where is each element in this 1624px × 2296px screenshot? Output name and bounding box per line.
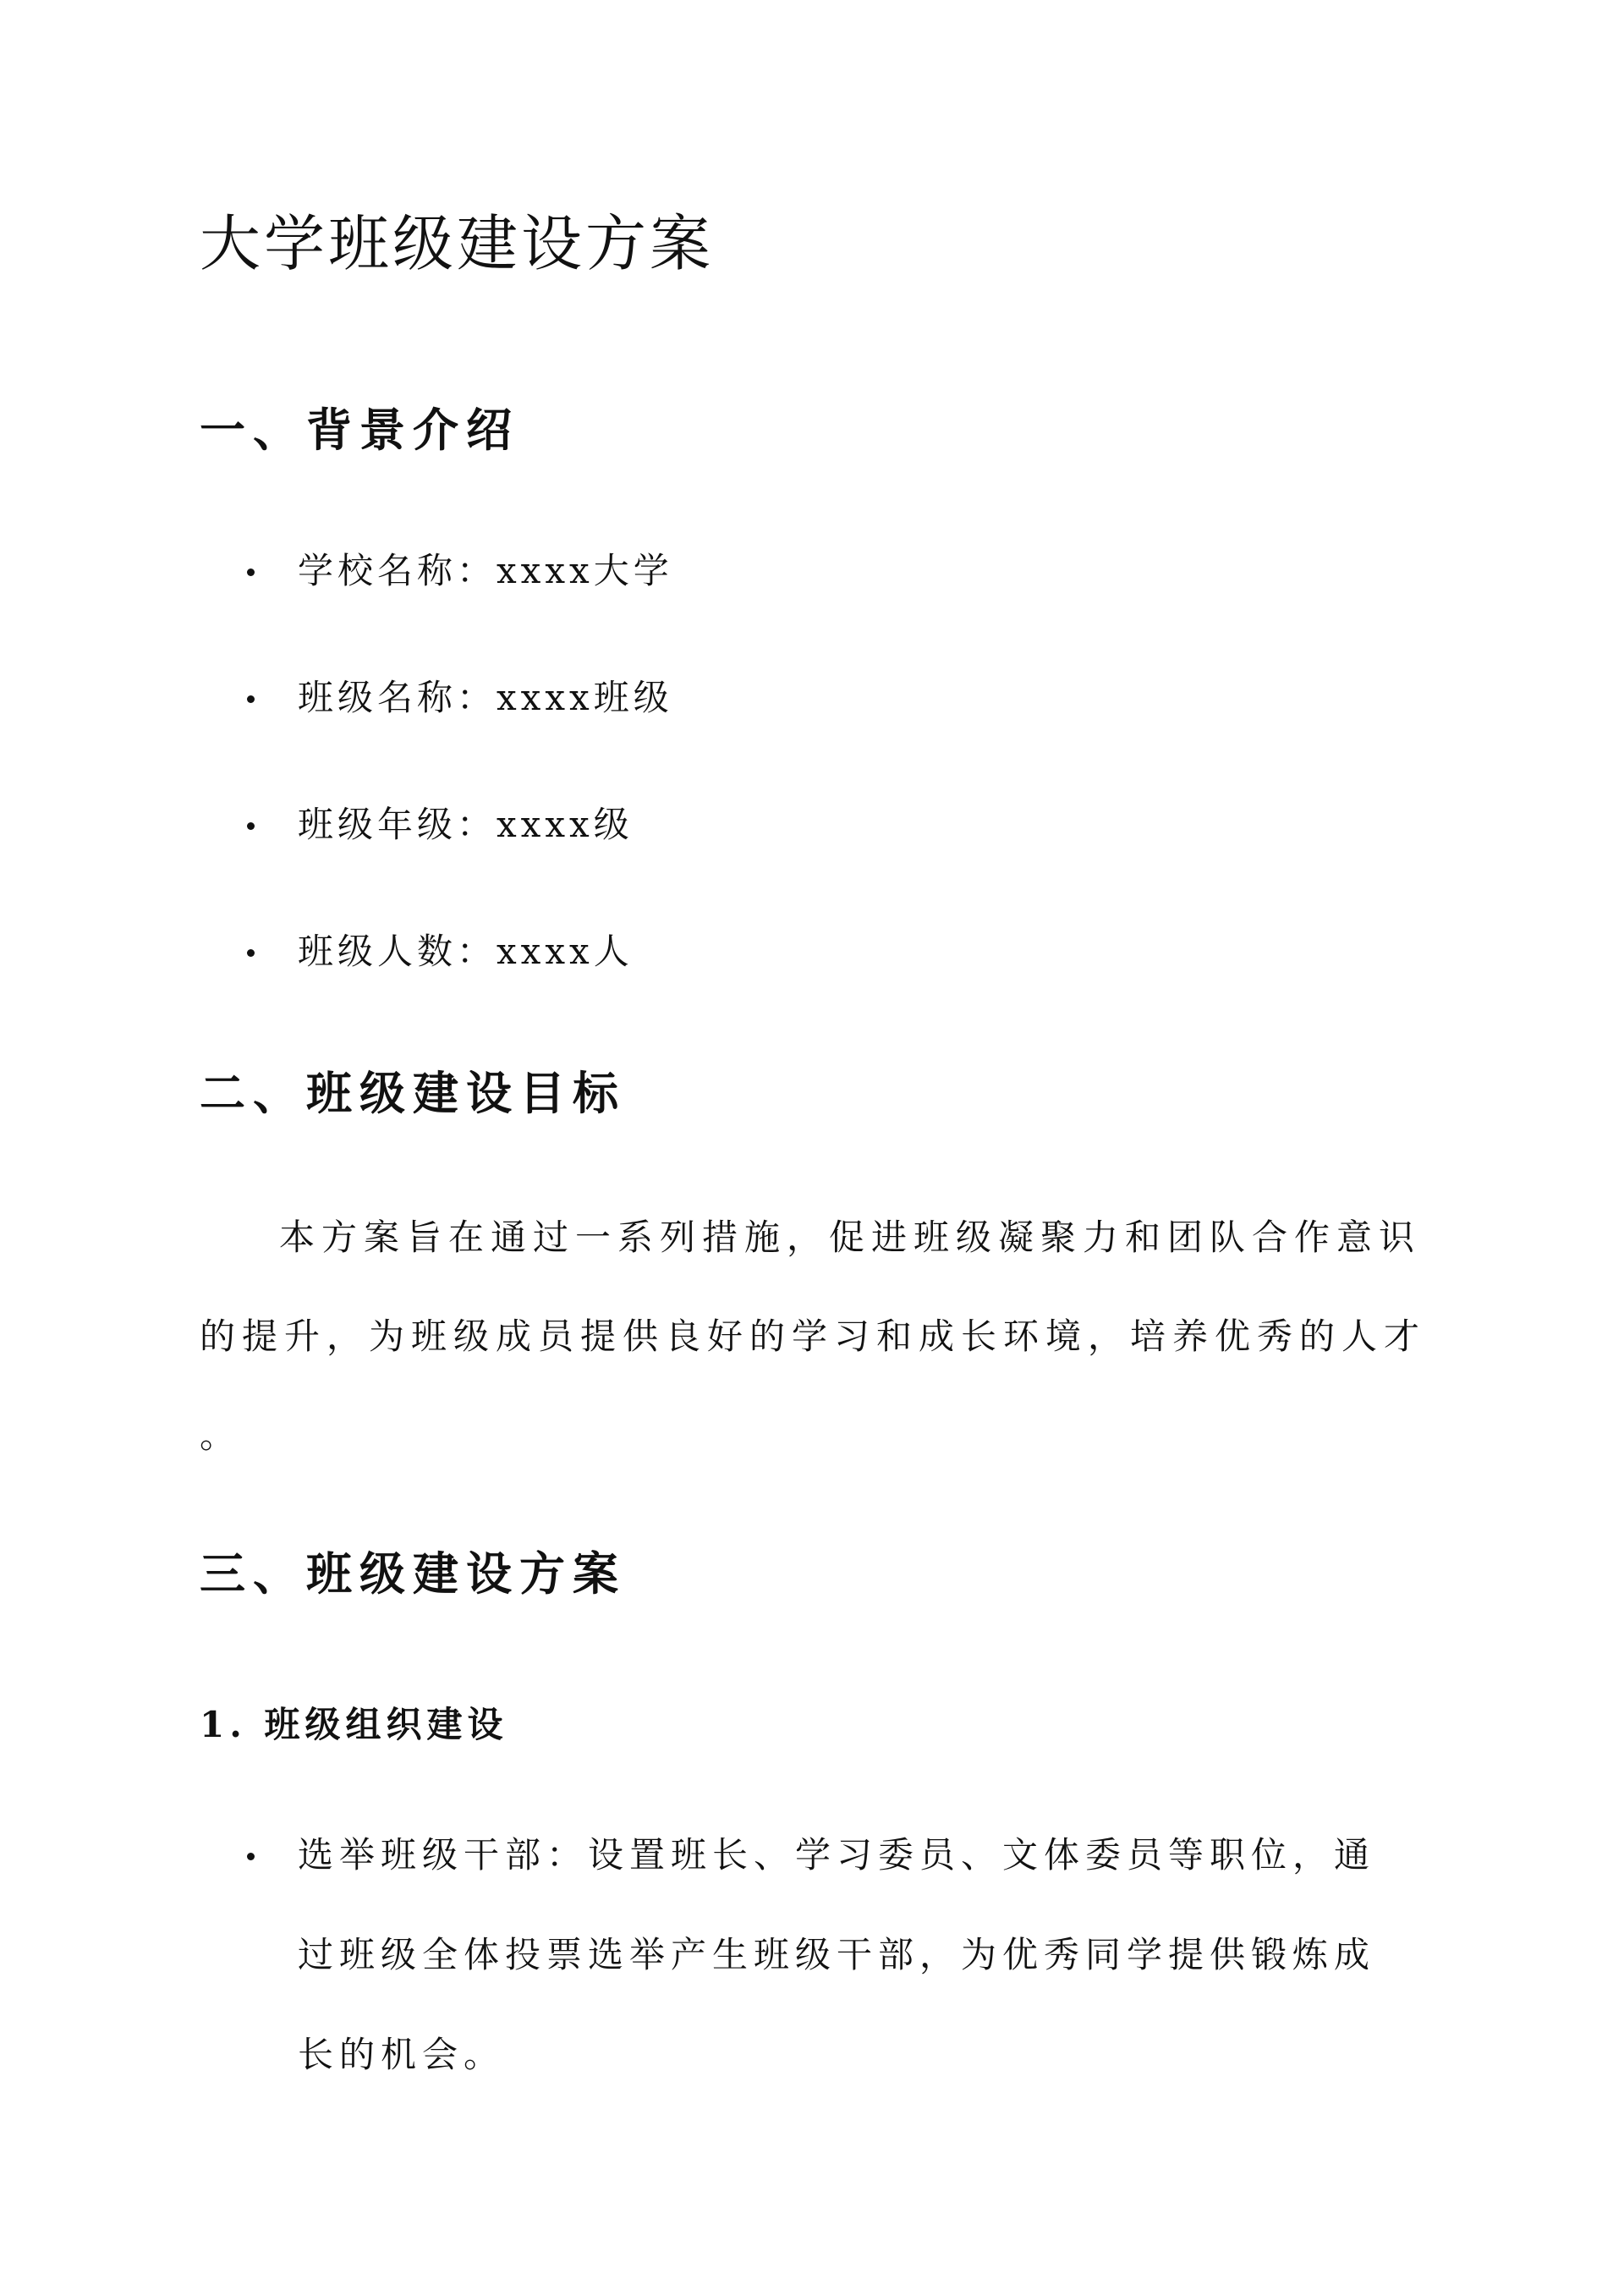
list-item-line: 选举班级干部：设置班长、学习委员、文体委员等职位，通: [298, 1834, 1376, 1876]
section-heading-background: 一、背景介绍: [200, 403, 519, 457]
section-heading-goals: 二、班级建设目标: [200, 1066, 626, 1120]
list-item-text: 班级年级：xxxx级: [298, 804, 634, 845]
document-title: 大学班级建设方案: [200, 208, 715, 279]
paragraph-line: 。: [200, 1414, 243, 1456]
list-item-text: 学校名称：xxxx大学: [298, 550, 673, 591]
list-item: [247, 1826, 1431, 2130]
list-item-text: 班级名称：xxxx班级: [298, 677, 673, 718]
subsection-heading: 1. 班级组织建设: [200, 1704, 508, 1745]
list-item-line: 长的机会。: [298, 2034, 506, 2075]
section-heading-plan: 三、班级建设方案: [200, 1546, 626, 1601]
paragraph-line: 本方案旨在通过一系列措施，促进班级凝聚力和团队合作意识: [279, 1217, 1422, 1258]
bullet-icon: [247, 569, 255, 576]
list-item-text: [298, 1826, 1431, 2125]
paragraph-line: 的提升，为班级成员提供良好的学习和成长环境，培养优秀的人才: [200, 1316, 1427, 1357]
bullet-icon: [247, 1853, 255, 1860]
list-item-line: 过班级全体投票选举产生班级干部，为优秀同学提供锻炼成: [298, 1934, 1376, 1975]
list-item-text: 班级人数：xxxx人: [298, 931, 634, 972]
bullet-icon: [247, 822, 255, 830]
bullet-icon: [247, 949, 255, 957]
bullet-icon: [247, 695, 255, 703]
